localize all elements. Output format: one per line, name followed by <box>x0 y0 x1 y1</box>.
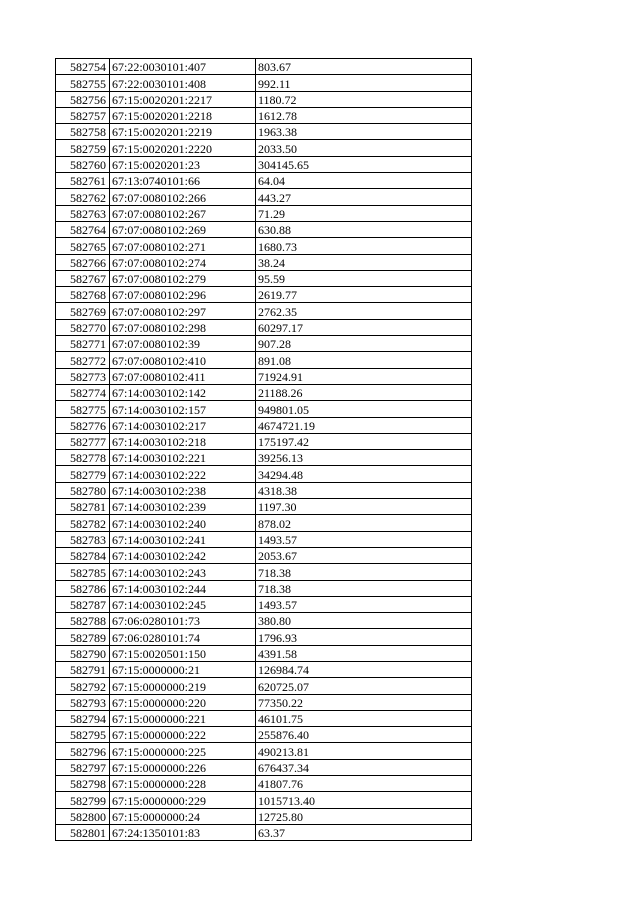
table-row <box>56 564 472 580</box>
cadastral-number-cell: 67:14:0030102:142 <box>110 384 256 400</box>
table-row <box>56 59 472 75</box>
cadastral-number-cell: 67:15:0020501:150 <box>110 645 256 661</box>
row-id-cell: 582777 <box>56 433 110 449</box>
table-row <box>56 482 472 498</box>
cadastral-number-cell: 67:13:0740101:66 <box>110 173 256 189</box>
row-id-cell: 582795 <box>56 727 110 743</box>
cadastral-number-cell: 67:14:0030102:218 <box>110 433 256 449</box>
value-cell: 443.27 <box>256 189 472 205</box>
row-id-cell: 582774 <box>56 384 110 400</box>
value-cell: 95.59 <box>256 270 472 286</box>
value-cell: 77350.22 <box>256 694 472 710</box>
row-id-cell: 582789 <box>56 629 110 645</box>
value-cell: 175197.42 <box>256 433 472 449</box>
row-id-cell: 582780 <box>56 482 110 498</box>
row-id-cell: 582769 <box>56 303 110 319</box>
cadastral-number-cell: 67:07:0080102:269 <box>110 221 256 237</box>
table-row <box>56 254 472 270</box>
row-id-cell: 582791 <box>56 661 110 677</box>
table-row <box>56 710 472 726</box>
table-row <box>56 808 472 824</box>
row-id-cell: 582768 <box>56 287 110 303</box>
row-id-cell: 582763 <box>56 205 110 221</box>
row-id-cell: 582756 <box>56 91 110 107</box>
value-cell: 630.88 <box>256 221 472 237</box>
value-cell: 46101.75 <box>256 710 472 726</box>
value-cell: 380.80 <box>256 613 472 629</box>
table-row <box>56 303 472 319</box>
cadastral-number-cell: 67:14:0030102:238 <box>110 482 256 498</box>
value-cell: 1612.78 <box>256 107 472 123</box>
value-cell: 907.28 <box>256 336 472 352</box>
value-cell: 71.29 <box>256 205 472 221</box>
value-cell: 1015713.40 <box>256 792 472 808</box>
row-id-cell: 582765 <box>56 238 110 254</box>
cadastral-number-cell: 67:14:0030102:240 <box>110 515 256 531</box>
row-id-cell: 582800 <box>56 808 110 824</box>
value-cell: 2762.35 <box>256 303 472 319</box>
table-row <box>56 221 472 237</box>
row-id-cell: 582794 <box>56 710 110 726</box>
cadastral-number-cell: 67:15:0000000:222 <box>110 727 256 743</box>
value-cell: 126984.74 <box>256 661 472 677</box>
row-id-cell: 582770 <box>56 319 110 335</box>
row-id-cell: 582767 <box>56 270 110 286</box>
value-cell: 620725.07 <box>256 678 472 694</box>
table-row <box>56 678 472 694</box>
table-row <box>56 580 472 596</box>
cadastral-number-cell: 67:14:0030102:157 <box>110 401 256 417</box>
cadastral-number-cell: 67:15:0000000:225 <box>110 743 256 759</box>
value-cell: 34294.48 <box>256 466 472 482</box>
value-cell: 718.38 <box>256 564 472 580</box>
table-row <box>56 759 472 775</box>
value-cell: 39256.13 <box>256 450 472 466</box>
row-id-cell: 582797 <box>56 759 110 775</box>
table-row <box>56 107 472 123</box>
table-row <box>56 499 472 515</box>
table-row <box>56 75 472 91</box>
row-id-cell: 582755 <box>56 75 110 91</box>
value-cell: 2033.50 <box>256 140 472 156</box>
row-id-cell: 582759 <box>56 140 110 156</box>
cadastral-number-cell: 67:14:0030102:239 <box>110 499 256 515</box>
row-id-cell: 582764 <box>56 221 110 237</box>
value-cell: 676437.34 <box>256 759 472 775</box>
value-cell: 41807.76 <box>256 776 472 792</box>
cadastral-number-cell: 67:15:0000000:220 <box>110 694 256 710</box>
value-cell: 992.11 <box>256 75 472 91</box>
row-id-cell: 582790 <box>56 645 110 661</box>
cadastral-number-cell: 67:14:0030102:242 <box>110 547 256 563</box>
row-id-cell: 582786 <box>56 580 110 596</box>
value-cell: 1493.57 <box>256 596 472 612</box>
value-cell: 21188.26 <box>256 384 472 400</box>
cadastral-number-cell: 67:15:0020201:2219 <box>110 124 256 140</box>
cadastral-number-cell: 67:15:0020201:2218 <box>110 107 256 123</box>
table-row <box>56 368 472 384</box>
value-cell: 4318.38 <box>256 482 472 498</box>
row-id-cell: 582792 <box>56 678 110 694</box>
row-id-cell: 582778 <box>56 450 110 466</box>
value-cell: 490213.81 <box>256 743 472 759</box>
row-id-cell: 582782 <box>56 515 110 531</box>
value-cell: 38.24 <box>256 254 472 270</box>
value-cell: 2619.77 <box>256 287 472 303</box>
cadastral-number-cell: 67:07:0080102:411 <box>110 368 256 384</box>
row-id-cell: 582757 <box>56 107 110 123</box>
row-id-cell: 582781 <box>56 499 110 515</box>
cadastral-number-cell: 67:07:0080102:39 <box>110 336 256 352</box>
table-row <box>56 450 472 466</box>
table-row <box>56 727 472 743</box>
cadastral-number-cell: 67:15:0000000:228 <box>110 776 256 792</box>
table-row <box>56 173 472 189</box>
value-cell: 304145.65 <box>256 156 472 172</box>
cadastral-number-cell: 67:07:0080102:274 <box>110 254 256 270</box>
cadastral-number-cell: 67:22:0030101:407 <box>110 59 256 75</box>
value-cell: 878.02 <box>256 515 472 531</box>
row-id-cell: 582784 <box>56 547 110 563</box>
table-row <box>56 792 472 808</box>
cadastral-number-cell: 67:15:0000000:221 <box>110 710 256 726</box>
value-cell: 4674721.19 <box>256 417 472 433</box>
cadastral-number-cell: 67:15:0000000:219 <box>110 678 256 694</box>
cadastral-number-cell: 67:14:0030102:217 <box>110 417 256 433</box>
row-id-cell: 582788 <box>56 613 110 629</box>
value-cell: 1493.57 <box>256 531 472 547</box>
row-id-cell: 582762 <box>56 189 110 205</box>
row-id-cell: 582793 <box>56 694 110 710</box>
cadastral-number-cell: 67:24:1350101:83 <box>110 824 256 840</box>
table-row <box>56 743 472 759</box>
value-cell: 1680.73 <box>256 238 472 254</box>
table-row <box>56 694 472 710</box>
table-row <box>56 613 472 629</box>
value-cell: 949801.05 <box>256 401 472 417</box>
row-id-cell: 582796 <box>56 743 110 759</box>
table-row <box>56 287 472 303</box>
table-row <box>56 515 472 531</box>
table-row <box>56 645 472 661</box>
row-id-cell: 582754 <box>56 59 110 75</box>
cadastral-number-cell: 67:07:0080102:267 <box>110 205 256 221</box>
value-cell: 1963.38 <box>256 124 472 140</box>
cadastral-number-cell: 67:06:0280101:73 <box>110 613 256 629</box>
value-cell: 4391.58 <box>256 645 472 661</box>
value-cell: 1180.72 <box>256 91 472 107</box>
row-id-cell: 582773 <box>56 368 110 384</box>
cadastral-number-cell: 67:14:0030102:241 <box>110 531 256 547</box>
row-id-cell: 582785 <box>56 564 110 580</box>
row-id-cell: 582799 <box>56 792 110 808</box>
row-id-cell: 582776 <box>56 417 110 433</box>
value-cell: 12725.80 <box>256 808 472 824</box>
value-cell: 1197.30 <box>256 499 472 515</box>
row-id-cell: 582758 <box>56 124 110 140</box>
cadastral-number-cell: 67:15:0020201:23 <box>110 156 256 172</box>
table-row <box>56 547 472 563</box>
table-row <box>56 384 472 400</box>
value-cell: 64.04 <box>256 173 472 189</box>
table-row <box>56 91 472 107</box>
value-cell: 71924.91 <box>256 368 472 384</box>
cadastral-number-cell: 67:15:0000000:226 <box>110 759 256 775</box>
value-cell: 255876.40 <box>256 727 472 743</box>
row-id-cell: 582760 <box>56 156 110 172</box>
row-id-cell: 582798 <box>56 776 110 792</box>
cadastral-number-cell: 67:15:0000000:24 <box>110 808 256 824</box>
table-row <box>56 336 472 352</box>
table-row <box>56 824 472 840</box>
row-id-cell: 582779 <box>56 466 110 482</box>
table-row <box>56 596 472 612</box>
cadastral-number-cell: 67:07:0080102:297 <box>110 303 256 319</box>
cadastral-number-cell: 67:07:0080102:279 <box>110 270 256 286</box>
row-id-cell: 582801 <box>56 824 110 840</box>
value-cell: 60297.17 <box>256 319 472 335</box>
table-row <box>56 189 472 205</box>
cadastral-number-cell: 67:15:0020201:2220 <box>110 140 256 156</box>
value-cell: 803.67 <box>256 59 472 75</box>
table-row <box>56 531 472 547</box>
row-id-cell: 582783 <box>56 531 110 547</box>
cadastral-number-cell: 67:07:0080102:266 <box>110 189 256 205</box>
cadastral-number-cell: 67:07:0080102:410 <box>110 352 256 368</box>
row-id-cell: 582775 <box>56 401 110 417</box>
data-table <box>55 58 472 841</box>
table-row <box>56 205 472 221</box>
table-row <box>56 319 472 335</box>
cadastral-number-cell: 67:22:0030101:408 <box>110 75 256 91</box>
cadastral-number-cell: 67:07:0080102:298 <box>110 319 256 335</box>
row-id-cell: 582787 <box>56 596 110 612</box>
cadastral-number-cell: 67:15:0000000:229 <box>110 792 256 808</box>
cadastral-number-cell: 67:14:0030102:222 <box>110 466 256 482</box>
value-cell: 718.38 <box>256 580 472 596</box>
table-row <box>56 124 472 140</box>
table-row <box>56 156 472 172</box>
table-row <box>56 433 472 449</box>
value-cell: 63.37 <box>256 824 472 840</box>
cadastral-number-cell: 67:07:0080102:271 <box>110 238 256 254</box>
table-row <box>56 352 472 368</box>
table-row <box>56 629 472 645</box>
cadastral-number-cell: 67:14:0030102:243 <box>110 564 256 580</box>
cadastral-number-cell: 67:14:0030102:245 <box>110 596 256 612</box>
table-row <box>56 238 472 254</box>
table-row <box>56 417 472 433</box>
value-cell: 891.08 <box>256 352 472 368</box>
row-id-cell: 582771 <box>56 336 110 352</box>
table-row <box>56 661 472 677</box>
cadastral-number-cell: 67:06:0280101:74 <box>110 629 256 645</box>
table-row <box>56 270 472 286</box>
cadastral-number-cell: 67:15:0000000:21 <box>110 661 256 677</box>
table-row <box>56 140 472 156</box>
table-row <box>56 401 472 417</box>
cadastral-number-cell: 67:07:0080102:296 <box>110 287 256 303</box>
cadastral-number-cell: 67:14:0030102:221 <box>110 450 256 466</box>
value-cell: 2053.67 <box>256 547 472 563</box>
cadastral-number-cell: 67:15:0020201:2217 <box>110 91 256 107</box>
table-body <box>56 59 472 841</box>
row-id-cell: 582761 <box>56 173 110 189</box>
row-id-cell: 582772 <box>56 352 110 368</box>
row-id-cell: 582766 <box>56 254 110 270</box>
table-row <box>56 466 472 482</box>
table-row <box>56 776 472 792</box>
cadastral-number-cell: 67:14:0030102:244 <box>110 580 256 596</box>
value-cell: 1796.93 <box>256 629 472 645</box>
